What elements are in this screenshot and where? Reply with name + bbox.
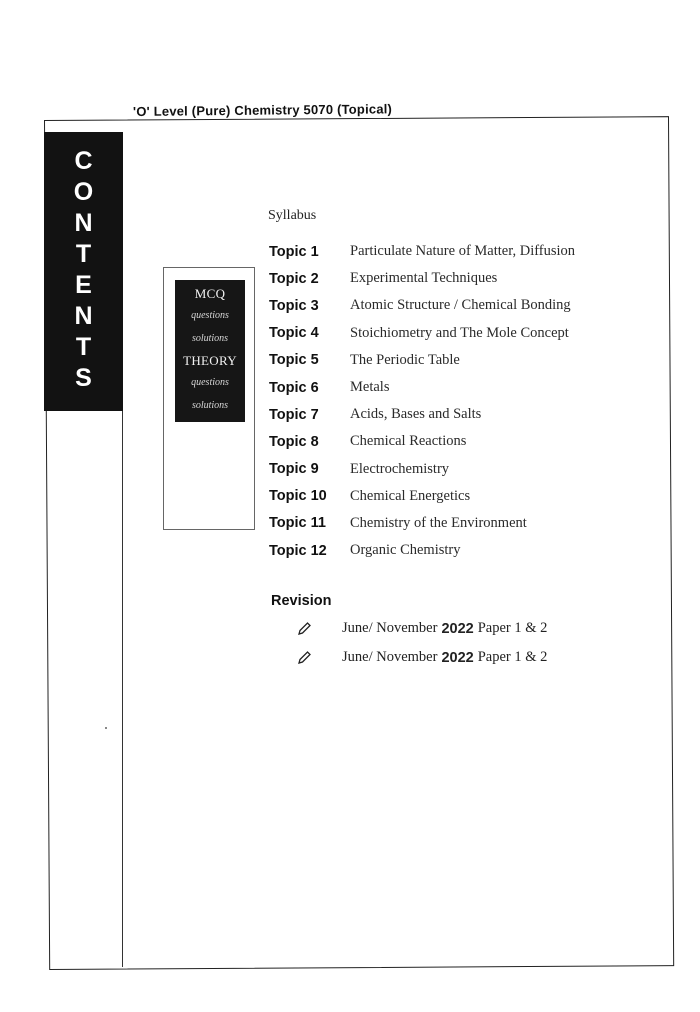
topic-label: Topic 11 bbox=[269, 515, 326, 532]
topic-name: Organic Chemistry bbox=[350, 542, 461, 559]
topic-label: Topic 8 bbox=[269, 433, 319, 450]
topic-name: Atomic Structure / Chemical Bonding bbox=[350, 297, 571, 314]
topic-row[interactable] bbox=[269, 456, 659, 483]
topic-label: Topic 9 bbox=[269, 461, 319, 478]
topic-name: Electrochemistry bbox=[350, 460, 450, 477]
topic-row[interactable] bbox=[269, 510, 659, 537]
topic-name: Particulate Nature of Matter, Diffusion bbox=[350, 243, 576, 260]
revision-suffix: Paper 1 & 2 bbox=[477, 620, 548, 636]
legend-theory-questions: questions bbox=[191, 377, 229, 388]
topic-label: Topic 1 bbox=[269, 243, 319, 260]
topic-row[interactable] bbox=[269, 292, 659, 319]
legend-mcq-questions: questions bbox=[191, 310, 229, 321]
topic-list bbox=[269, 238, 659, 564]
contents-letter: E bbox=[75, 271, 92, 299]
scan-speck bbox=[105, 727, 107, 729]
topic-name: Chemical Energetics bbox=[350, 487, 471, 504]
topic-row[interactable] bbox=[269, 347, 659, 374]
pencil-icon bbox=[296, 621, 312, 637]
pencil-icon bbox=[296, 650, 312, 666]
contents-letter: N bbox=[74, 209, 93, 237]
legend-theory-solutions: solutions bbox=[191, 400, 229, 411]
topic-label: Topic 6 bbox=[269, 379, 319, 396]
topic-label: Topic 5 bbox=[269, 352, 319, 369]
topic-label: Topic 2 bbox=[269, 270, 319, 287]
revision-prefix: June/ November bbox=[342, 620, 438, 636]
topic-name: Experimental Techniques bbox=[350, 270, 498, 287]
topic-row[interactable] bbox=[269, 374, 659, 401]
topic-name: Chemical Reactions bbox=[350, 433, 467, 450]
topic-name: Stoichiometry and The Mole Concept bbox=[350, 324, 569, 341]
contents-letter: C bbox=[74, 147, 93, 175]
contents-letter: T bbox=[75, 333, 92, 361]
topic-label: Topic 3 bbox=[269, 297, 319, 314]
topic-row[interactable] bbox=[269, 238, 659, 265]
topic-row[interactable] bbox=[269, 265, 659, 292]
contents-letter: T bbox=[75, 240, 92, 268]
topic-row[interactable] bbox=[269, 537, 659, 564]
side-legend-panel bbox=[175, 280, 245, 422]
revision-year: 2022 bbox=[441, 620, 474, 637]
revision-item[interactable] bbox=[296, 649, 547, 666]
topic-label: Topic 4 bbox=[269, 325, 319, 342]
revision-year: 2022 bbox=[441, 649, 474, 666]
topic-name: Chemistry of the Environment bbox=[350, 514, 527, 531]
contents-letter: N bbox=[74, 302, 93, 330]
syllabus-label: Syllabus bbox=[268, 208, 317, 223]
legend-mcq-solutions: solutions bbox=[191, 333, 229, 344]
topic-name: Metals bbox=[350, 379, 390, 396]
revision-item[interactable] bbox=[296, 620, 547, 637]
topic-row[interactable] bbox=[269, 428, 659, 455]
topic-row[interactable] bbox=[269, 320, 659, 347]
contents-letter: O bbox=[73, 178, 94, 206]
topic-name: Acids, Bases and Salts bbox=[350, 406, 482, 423]
legend-mcq: MCQ bbox=[194, 286, 226, 301]
page-header-title: 'O' Level (Pure) Chemistry 5070 (Topical) bbox=[132, 101, 393, 119]
revision-suffix: Paper 1 & 2 bbox=[477, 649, 548, 665]
topic-name: The Periodic Table bbox=[350, 351, 460, 368]
topic-label: Topic 7 bbox=[269, 406, 319, 423]
contents-vertical-band bbox=[44, 132, 123, 411]
topic-row[interactable] bbox=[269, 401, 659, 428]
topic-row[interactable] bbox=[269, 483, 659, 510]
legend-theory: THEORY bbox=[183, 353, 237, 368]
contents-letter: S bbox=[75, 364, 92, 392]
topic-label: Topic 10 bbox=[269, 488, 327, 505]
revision-prefix: June/ November bbox=[342, 649, 438, 665]
revision-heading: Revision bbox=[271, 593, 332, 609]
topic-label: Topic 12 bbox=[269, 542, 327, 559]
